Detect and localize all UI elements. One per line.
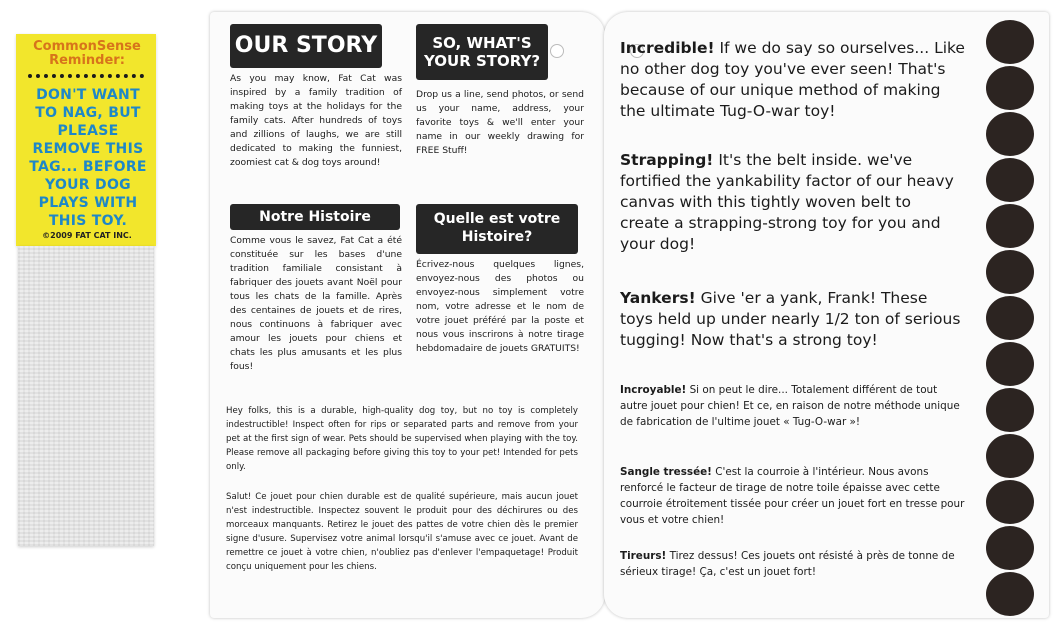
decorative-dot (986, 296, 1034, 340)
quelle-histoire-text: Écrivez-nous quelques lignes, envoyez-nous des photos ou envoyez-nous simplement votre nom, votre adresse et le nom de votre jouet préféré par la poste et nous vous inscrirons à notre tirage hebdomadaire de jouets GRATUITS! (416, 259, 584, 354)
quelle-histoire-heading: Quelle est votre Histoire? (416, 204, 578, 254)
punch-hole (550, 44, 564, 58)
decorative-dot (986, 158, 1034, 202)
decorative-dot (986, 20, 1034, 64)
strapping-text: It's the belt inside. we've fortified the yankability factor of our heavy canvas with this tightly woven belt to create a strapping-strong toy for you and your dog! (620, 151, 954, 253)
decorative-dot (986, 388, 1034, 432)
incroyable-text: Si on peut le dire... Totalement différent de tout autre jouet pour chien! Et ce, en raison de notre méthode unique de fabrication de l'ultime jouet « Tug-O-war »! (620, 384, 960, 428)
incredible-paragraph (620, 38, 965, 122)
incredible-lead: Incredible! (620, 39, 715, 57)
tireurs-lead: Tireurs! (620, 550, 667, 562)
whats-your-story-heading: SO, WHAT'S YOUR STORY? (416, 24, 548, 80)
whats-your-story-text: Drop us a line, send photos, or send us your name, address, your favorite toys & we'll enter your name in our weekly drawing for FREE Stuff! (416, 89, 584, 156)
decorative-dot (986, 66, 1034, 110)
booklet-right-page (604, 12, 1049, 618)
strapping-lead: Strapping! (620, 151, 714, 169)
sangle-text: C'est la courroie à l'intérieur. Nous avons renforcé le facteur de tirage de notre toile épaisse avec cette courroie étroitement tissée pour créer un jouet fort en tresse pour vous et votre chien! (620, 466, 965, 526)
yankers-text: Give 'er a yank, Frank! These toys held up under nearly 1/2 ton of serious tugging! Now that's a strong toy! (620, 289, 961, 349)
yankers-lead: Yankers! (620, 289, 696, 307)
reminder-tag (16, 34, 156, 594)
incredible-text: If we do say so ourselves... Like no other dog toy you've ever seen! That's because of our unique method of making the ultimate Tug-O-war toy! (620, 39, 965, 120)
strapping-paragraph (620, 150, 965, 255)
decorative-dot (986, 480, 1034, 524)
tag-message: DON'T WANT TO NAG, BUT PLEASE REMOVE THIS TAG... BEFORE YOUR DOG PLAYS WITH THIS TOY. (29, 87, 147, 229)
notre-histoire-text: Comme vous le savez, Fat Cat a été constituée sur les bases d'une tradition familiale consistant à fabriquer des jouets avant Noël pour tous les chats de la famille. Après des centaines de jouets et de rires, nous continuons à fabriquer avec amour les jouets pour chiens et chats les plus amusants et les plus fous! (230, 235, 402, 372)
tireurs-text: Tirez dessus! Ces jouets ont résisté à près de tonne de sérieux tirage! Ça, c'est un jouet fort! (620, 550, 955, 578)
decorative-dot (986, 572, 1034, 616)
tag-divider (28, 74, 144, 78)
tag-label (16, 34, 156, 246)
tag-title: CommonSense Reminder: (33, 39, 141, 68)
incroyable-paragraph (620, 382, 965, 430)
decorative-dot (986, 342, 1034, 386)
brown-dot-strip (986, 20, 1040, 616)
sangle-lead: Sangle tressée! (620, 466, 712, 478)
decorative-dot (986, 526, 1034, 570)
decorative-dot (986, 250, 1034, 294)
tag-copyright: ©2009 FAT CAT INC. (42, 231, 132, 240)
tireurs-paragraph (620, 548, 965, 580)
incroyable-lead: Incroyable! (620, 384, 687, 396)
yankers-paragraph (620, 288, 965, 351)
sangle-paragraph (620, 464, 965, 528)
tag-webbing-strap (18, 246, 154, 546)
decorative-dot (986, 112, 1034, 156)
decorative-dot (986, 204, 1034, 248)
our-story-heading: OUR STORY (230, 24, 382, 68)
notre-histoire-heading: Notre Histoire (230, 204, 400, 230)
safety-warning-fr: Salut! Ce jouet pour chien durable est de qualité supérieure, mais aucun jouet n'est indestructible. Inspectez souvent le produit pour des déchirures ou des morceaux manquants. Retirez le jouet des pattes de votre chien dès le premier signe d'usure. Supervisez votre animal lorsqu'il s'amuse avec ce jouet. Avant de remettre ce jouet à votre chien, n'oubliez pas d'enlever l'empaquetage! Produit conçu uniquement pour les chiens. (226, 492, 578, 572)
safety-warning-en: Hey folks, this is a durable, high-quality dog toy, but no toy is completely indestructible! Inspect often for rips or separated parts and remove from your pet at the first sign of wear. Pets should be supervised when playing with the toy. Please remove all packaging before giving this toy to your pet! Intended for pets only. (226, 406, 578, 472)
our-story-text: As you may know, Fat Cat was inspired by a family tradition of making toys at the holidays for the family cats. After hundreds of toys and zillions of laughs, we are still dedicated to making the funniest, zoomiest cat & dog toys around! (230, 73, 402, 168)
decorative-dot (986, 434, 1034, 478)
booklet-left-page (210, 12, 605, 618)
